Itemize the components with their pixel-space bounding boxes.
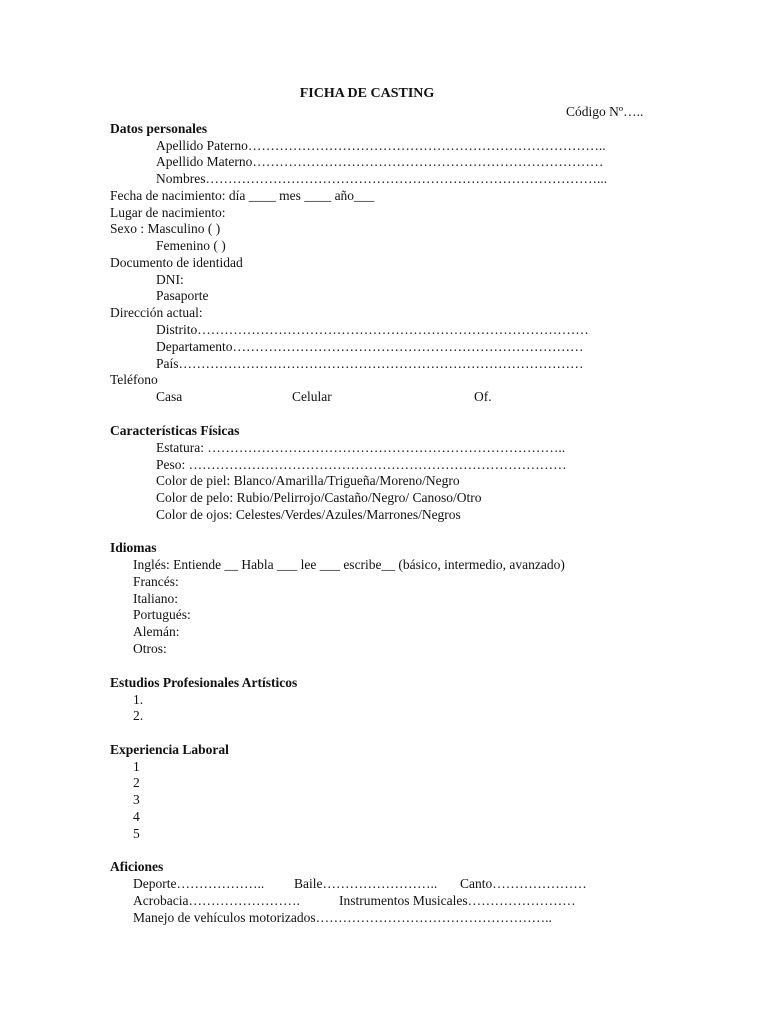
- lugar-nacimiento-field: Lugar de nacimiento:: [110, 205, 226, 220]
- distrito-field: Distrito……………………………………………………………………………: [156, 322, 589, 337]
- nombres-field: Nombres……………………………………………………………………………...: [156, 171, 608, 186]
- documento-identidad-label: Documento de identidad: [110, 255, 243, 270]
- dni-field: DNI:: [156, 272, 184, 287]
- aficiones-heading: Aficiones: [110, 859, 164, 874]
- sexo-masculino-option: Sexo : Masculino ( ): [110, 221, 221, 236]
- departamento-field: Departamento……………………………………………………………………: [156, 339, 584, 354]
- experiencia-item: 2: [133, 775, 140, 790]
- estudios-item: 1.: [133, 692, 144, 707]
- aficion-instrumentos-field: Instrumentos Musicales……………………: [339, 893, 576, 908]
- telefono-oficina-field: Of.: [474, 389, 492, 404]
- codigo-field: Código Nº…..: [566, 104, 644, 119]
- aficion-acrobacia-field: Acrobacia…………………….: [133, 893, 300, 908]
- pasaporte-field: Pasaporte: [156, 288, 209, 303]
- aficion-deporte-field: Deporte………………..: [133, 876, 265, 891]
- sexo-femenino-option: Femenino ( ): [156, 238, 226, 253]
- estudios-item: 2.: [133, 708, 144, 723]
- idioma-otros-field: Otros:: [133, 641, 167, 656]
- apellido-materno-field: Apellido Materno……………………………………………………………………: [156, 154, 604, 169]
- aficion-baile-field: Baile……………………..: [294, 876, 438, 891]
- experiencia-item: 3: [133, 792, 140, 807]
- idioma-frances-field: Francés:: [133, 574, 179, 589]
- aficion-canto-field: Canto…………………: [460, 876, 587, 891]
- experiencia-heading: Experiencia Laboral: [110, 742, 229, 757]
- idiomas-heading: Idiomas: [110, 540, 157, 555]
- telefono-celular-field: Celular: [292, 389, 332, 404]
- pais-field: País………………………………………………………………………………: [156, 356, 584, 371]
- form-title: FICHA DE CASTING: [299, 86, 435, 101]
- apellido-paterno-field: Apellido Paterno……………………………………………………………………..: [156, 138, 606, 153]
- estatura-field: Estatura: ……………………………………………………………………..: [156, 440, 566, 455]
- aficion-manejo-field: Manejo de vehículos motorizados……………………………………………..: [133, 910, 552, 925]
- experiencia-item: 5: [133, 826, 140, 841]
- experiencia-item: 1: [133, 759, 140, 774]
- telefono-label: Teléfono: [110, 372, 158, 387]
- idioma-portugues-field: Portugués:: [133, 607, 191, 622]
- direccion-label: Dirección actual:: [110, 305, 203, 320]
- idioma-italiano-field: Italiano:: [133, 591, 178, 606]
- caracteristicas-heading: Características Físicas: [110, 423, 240, 438]
- fecha-nacimiento-field: Fecha de nacimiento: día ____ mes ____ año___: [110, 188, 375, 203]
- estudios-heading: Estudios Profesionales Artísticos: [110, 675, 298, 690]
- idioma-aleman-field: Alemán:: [133, 624, 180, 639]
- telefono-casa-field: Casa: [156, 389, 183, 404]
- color-pelo-field: Color de pelo: Rubio/Pelirrojo/Castaño/Negro/ Canoso/Otro: [156, 490, 482, 505]
- color-ojos-field: Color de ojos: Celestes/Verdes/Azules/Marrones/Negros: [156, 507, 461, 522]
- idioma-ingles-field: Inglés: Entiende __ Habla ___ lee ___ escribe__ (básico, intermedio, avanzado): [133, 557, 565, 572]
- color-piel-field: Color de piel: Blanco/Amarilla/Trigueña/Moreno/Negro: [156, 473, 460, 488]
- experiencia-item: 4: [133, 809, 140, 824]
- datos-personales-heading: Datos personales: [110, 121, 208, 136]
- peso-field: Peso: …………………………………………………………………………: [156, 457, 567, 472]
